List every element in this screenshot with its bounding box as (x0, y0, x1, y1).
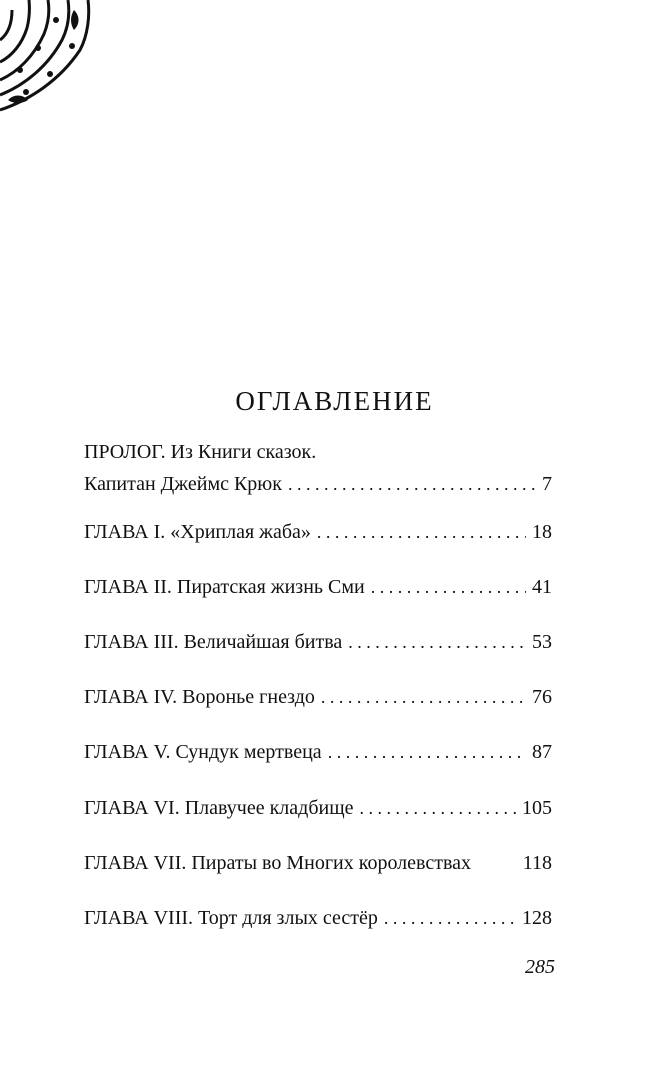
dot-leader (317, 516, 526, 548)
dot-leader (371, 571, 526, 603)
toc-entry-title: ГЛАВА V. Сундук мертвеца (84, 741, 322, 763)
toc-entry-chapter-1[interactable] (84, 516, 552, 548)
dot-leader (328, 736, 526, 768)
toc-entry-chapter-8[interactable] (84, 902, 552, 934)
toc-entry-title: Капитан Джеймс Крюк (84, 473, 282, 495)
toc-entry-chapter-2[interactable] (84, 571, 552, 603)
dot-leader (348, 626, 526, 658)
dot-leader (288, 468, 536, 500)
toc-entry-page: 76 (532, 686, 552, 708)
toc-entry-prologue[interactable] (84, 436, 552, 500)
toc-entry-title: ГЛАВА I. «Хриплая жаба» (84, 521, 311, 543)
dot-leader (384, 902, 516, 934)
toc-entry-title: ГЛАВА VI. Плавучее кладбище (84, 797, 354, 819)
toc-entry-chapter-4[interactable] (84, 681, 552, 713)
toc-heading: ОГЛАВЛЕНИЕ (235, 386, 434, 416)
toc-entry-title: ГЛАВА VII. Пираты во Многих королевствах (84, 852, 472, 874)
toc-entry-page: 7 (542, 473, 552, 495)
toc-entry-page: 53 (532, 631, 552, 653)
toc-entry-page: 41 (532, 576, 552, 598)
toc-entry-title: ГЛАВА III. Величайшая битва (84, 631, 343, 653)
toc-entry-page: 18 (532, 521, 552, 543)
toc-entry-title: ГЛАВА II. Пиратская жизнь Сми (84, 576, 365, 598)
toc-entry-chapter-7[interactable] (84, 847, 552, 879)
toc-entry-chapter-5[interactable] (84, 736, 552, 768)
toc-entry-title: ГЛАВА IV. Воронье гнездо (84, 686, 315, 708)
toc-entry-line (84, 436, 552, 468)
toc-entry-page: 128 (522, 907, 552, 929)
dot-leader (359, 792, 516, 824)
toc-entry-chapter-3[interactable] (84, 626, 552, 658)
toc-entry-title-line1: ПРОЛОГ. Из Книги сказок. (84, 441, 317, 463)
page-number: 285 (525, 956, 555, 978)
toc-entry-page: 105 (522, 797, 552, 819)
corner-ornament-icon (0, 0, 95, 115)
toc-entry-page: 118 (522, 852, 552, 874)
toc-entry-page: 87 (532, 741, 552, 763)
toc-entry-title: ГЛАВА VIII. Торт для злых сестёр (84, 907, 378, 929)
toc-entry-line (84, 468, 552, 500)
toc-entry-chapter-6[interactable] (84, 792, 552, 824)
dot-leader (321, 681, 526, 713)
